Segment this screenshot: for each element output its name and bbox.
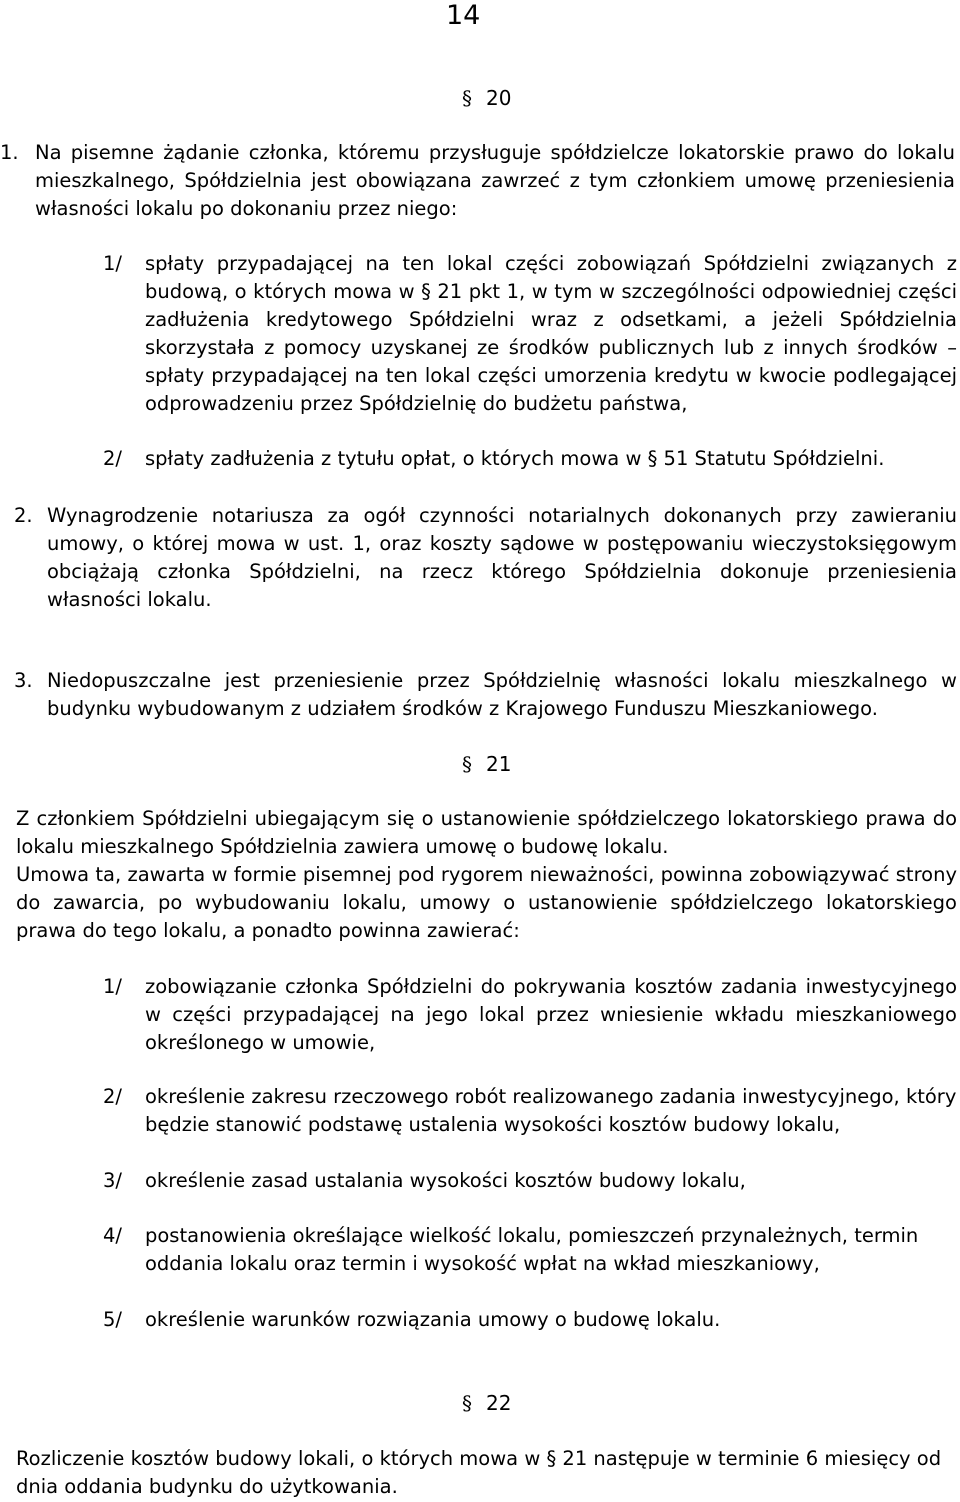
list-item-text: spłaty zadłużenia z tytułu opłat, o których mowa w § 51 Statutu Spółdzielni.: [145, 447, 885, 470]
list-item-number: 2/: [103, 1085, 122, 1108]
section-22-heading: [462, 1389, 511, 1417]
list-item-number: 1/: [103, 975, 122, 998]
paragraph-text: Umowa ta, zawarta w formie pisemnej pod rygorem nieważności, powinna zobowiązywać strony do zawarcia, po wybudowaniu lokalu, umowy o ustanowienie spółdzielczego lokatorskiego prawa do tego lokalu, a ponadto powinna zawierać:: [16, 863, 957, 942]
paragraph-text: Na pisemne żądanie członka, któremu przysługuje spółdzielcze lokatorskie prawo do lokalu mieszkalnego, Spółdzielnia jest obowiązana zawrzeć z tym członkiem umowę przeniesienia własności lokalu po dokonaniu przez niego:: [35, 141, 955, 220]
section-20-heading: [462, 84, 511, 112]
list-item-text: spłaty przypadającej na ten lokal części zobowiązań Spółdzielni związanych z budową, o których mowa w § 21 pkt 1, w tym w szczególności odpowiedniej części zadłużenia kredytowego Spółdzielni wraz z odsetkami, a jeżeli Spółdzielnia skorzystała z pomocy uzyskanej ze środków publicznych lub z innych środków – spłaty przypadającej na ten lokal części umorzenia kredytu w kwocie podlegającej odprowadzeniu przez Spółdzielnię do budżetu państwa,: [145, 252, 957, 415]
list-item-text: zobowiązanie członka Spółdzielni do pokrywania kosztów zadania inwestycyjnego w części przypadającej na jego lokal przez wniesienie wkładu mieszkaniowego określonego w umowie,: [145, 975, 957, 1054]
section-symbol: §: [462, 752, 472, 776]
list-item-text: określenie zakresu rzeczowego robót realizowanego zadania inwestycyjnego, który będzie stanowić podstawę ustalenia wysokości kosztów budowy lokalu,: [145, 1085, 957, 1136]
list-item-text: określenie zasad ustalania wysokości kosztów budowy lokalu,: [145, 1169, 746, 1192]
list-item-number: 4/: [103, 1224, 122, 1247]
paragraph-text: Wynagrodzenie notariusza za ogół czynności notarialnych dokonanych przy zawieraniu umowy, o której mowa w ust. 1, oraz koszty sądowe w postępowaniu wieczystoksięgowym obciążają członka Spółdzielni, na rzecz którego Spółdzielnia dokonuje przeniesienia własności lokalu.: [47, 504, 957, 611]
section-21-heading: [462, 750, 511, 778]
paragraph-text: Niedopuszczalne jest przeniesienie przez Spółdzielnię własności lokalu mieszkalnego w budynku wybudowanym z udziałem środków z Krajowego Funduszu Mieszkaniowego.: [47, 669, 957, 720]
paragraph-number: 2.: [14, 504, 33, 527]
section-number: 20: [486, 86, 512, 110]
paragraph-number: 3.: [14, 669, 33, 692]
paragraph-number: 1.: [0, 141, 19, 164]
list-item-text: postanowienia określające wielkość lokalu, pomieszczeń przynależnych, termin oddania lokalu oraz termin i wysokość wpłat na wkład mieszkaniowy,: [145, 1224, 919, 1275]
section-number: 21: [486, 752, 512, 776]
paragraph-text: Z członkiem Spółdzielni ubiegającym się o ustanowienie spółdzielczego lokatorskiego prawa do lokalu mieszkalnego Spółdzielnia zawiera umowę o budowę lokalu.: [16, 807, 957, 858]
list-item-number: 2/: [103, 447, 122, 470]
list-item-number: 5/: [103, 1308, 122, 1331]
page-number: 14: [446, 0, 481, 31]
list-item-text: określenie warunków rozwiązania umowy o budowę lokalu.: [145, 1308, 721, 1331]
list-item-number: 3/: [103, 1169, 122, 1192]
section-symbol: §: [462, 1391, 472, 1415]
paragraph-text: Rozliczenie kosztów budowy lokali, o których mowa w § 21 następuje w terminie 6 miesięcy od dnia oddania budynku do użytkowania.: [16, 1447, 942, 1498]
section-symbol: §: [462, 86, 472, 110]
section-number: 22: [486, 1391, 512, 1415]
list-item-number: 1/: [103, 252, 122, 275]
